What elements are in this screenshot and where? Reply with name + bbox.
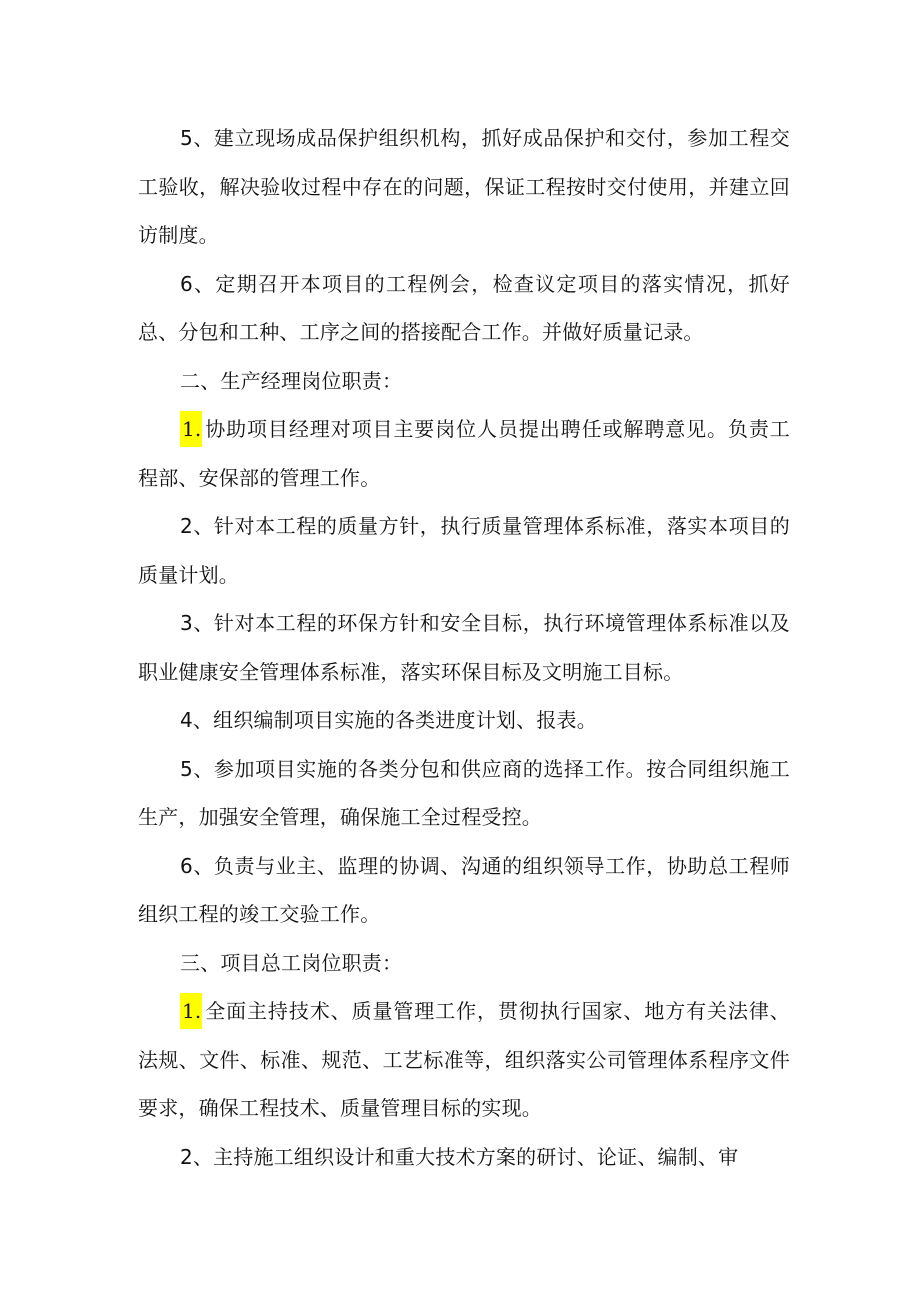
- paragraph-text: 2、主持施工组织设计和重大技术方案的研讨、论证、编制、审: [180, 1144, 739, 1169]
- duty-item-5-paragraph: [138, 114, 790, 260]
- production-duty-1-paragraph: [138, 405, 790, 502]
- paragraph-text: 3、针对本工程的环保方针和安全目标，执行环境管理体系标准以及职业健康安全管理体系标准，落实环保目标及文明施工目标。: [138, 611, 790, 684]
- production-duty-4-paragraph: [138, 696, 790, 745]
- production-duty-2-paragraph: [138, 502, 790, 599]
- heading-text: 二、生产经理岗位职责：: [180, 368, 403, 393]
- section-heading-chief-engineer: [138, 939, 790, 988]
- paragraph-text: 2、针对本工程的质量方针，执行质量管理体系标准，落实本项目的质量计划。: [138, 514, 790, 587]
- chief-engineer-duty-2-paragraph: [138, 1133, 790, 1182]
- section-heading-production-manager: [138, 357, 790, 406]
- paragraph-text: 5、建立现场成品保护组织机构，抓好成品保护和交付，参加工程交工验收，解决验收过程中存在的问题，保证工程按时交付使用，并建立回访制度。: [138, 126, 790, 247]
- paragraph-text: 4、组织编制项目实施的各类进度计划、报表。: [180, 708, 597, 732]
- production-duty-6-paragraph: [138, 842, 790, 939]
- duty-item-6-paragraph: [138, 260, 790, 357]
- document-body: [138, 114, 790, 1181]
- paragraph-text: 全面主持技术、质量管理工作，贯彻执行国家、地方有关法律、法规、文件、标准、规范、工艺标准等，组织落实公司管理体系程序文件要求，确保工程技术、质量管理目标的实现。: [138, 999, 790, 1120]
- paragraph-text: 5、参加项目实施的各类分包和供应商的选择工作。按合同组织施工生产，加强安全管理，确保施工全过程受控。: [138, 756, 790, 829]
- heading-text: 三、项目总工岗位职责：: [180, 950, 403, 975]
- paragraph-text: 协助项目经理对项目主要岗位人员提出聘任或解聘意见。负责工程部、安保部的管理工作。: [138, 417, 790, 490]
- production-duty-5-paragraph: [138, 745, 790, 842]
- highlighted-number-marker: 1.: [180, 993, 202, 1029]
- paragraph-text: 6、定期召开本项目的工程例会，检查议定项目的落实情况，抓好总、分包和工种、工序之间的搭接配合工作。并做好质量记录。: [138, 271, 790, 344]
- paragraph-text: 6、负责与业主、监理的协调、沟通的组织领导工作，协助总工程师组织工程的竣工交验工作。: [138, 853, 790, 926]
- chief-engineer-duty-1-paragraph: [138, 987, 790, 1133]
- highlighted-number-marker: 1.: [180, 411, 202, 447]
- production-duty-3-paragraph: [138, 599, 790, 696]
